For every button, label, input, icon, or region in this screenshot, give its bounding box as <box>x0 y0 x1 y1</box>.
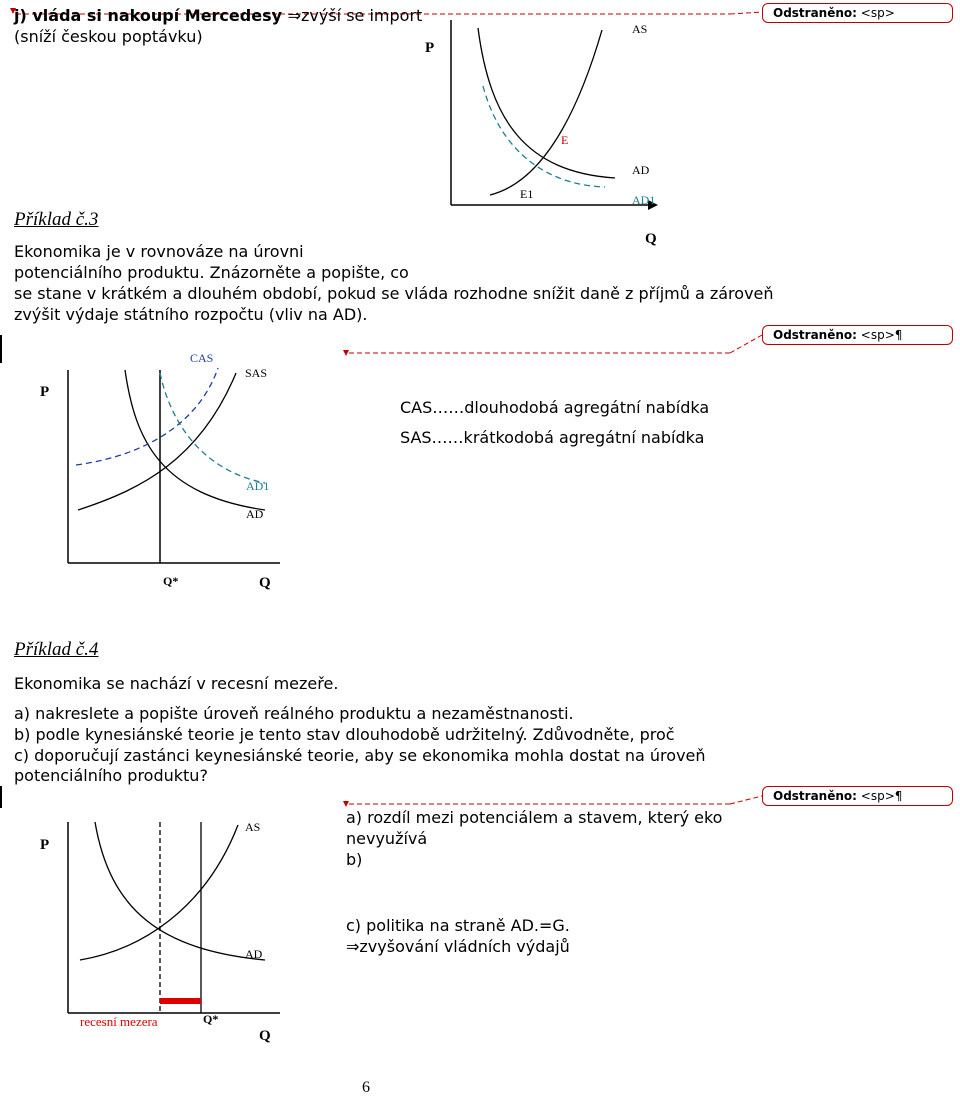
example3-line3: se stane v krátkém a dlouhém období, pokud se vláda rozhodne snížit daně z příjmů a zároveň <box>14 284 774 303</box>
graph1-p-label: P <box>425 40 435 56</box>
ad-curve <box>95 822 265 960</box>
example4-line5: potenciálního produktu? <box>14 766 208 785</box>
example3-line2: potenciálního produktu. Znázorněte a popište, co <box>14 263 409 282</box>
ad-curve <box>478 28 615 178</box>
graph2-sas-label: SAS <box>245 366 268 380</box>
graph-2 <box>68 368 280 563</box>
graph1-ad-label: AD <box>632 163 650 177</box>
top-line-1-prefix: j) vláda si nakoupí Mercedesy <box>14 6 288 25</box>
comment-2-key: Odstraněno: <box>773 328 857 342</box>
answer-a-line2: nevyužívá <box>346 829 428 848</box>
recession-gap-bar <box>160 998 201 1004</box>
graph3-p-label: P <box>40 837 50 853</box>
example3-title: Příklad č.3 <box>14 209 99 230</box>
graph3-q-label: Q <box>259 1028 271 1044</box>
change-bar <box>0 786 2 808</box>
graph2-qstar-label: Q* <box>163 574 179 588</box>
ad1-curve <box>160 373 265 483</box>
comment-balloon-3[interactable] <box>762 786 953 806</box>
graph3-qstar-label: Q* <box>203 1012 219 1026</box>
graph2-ad-label: AD <box>246 507 264 521</box>
comment-1-value: <sp> <box>860 6 895 20</box>
legend-sas: SAS……krátkodobá agregátní nabídka <box>400 428 705 447</box>
comment-2-value: <sp>¶ <box>860 328 903 342</box>
graph1-e-label: E <box>561 133 569 147</box>
answer-c-line2 <box>346 937 570 957</box>
legend-cas: CAS……dlouhodobá agregátní nabídka <box>400 398 710 417</box>
graph2-p-label: P <box>40 384 50 400</box>
sas-curve <box>78 373 236 510</box>
comment-balloon-2[interactable] <box>762 325 953 345</box>
top-line-1-suffix: zvýší se import <box>301 6 423 25</box>
graph3-ad-label: AD <box>245 947 263 961</box>
answer-b: b) <box>346 850 363 869</box>
top-line-1 <box>14 6 422 26</box>
page-number: 6 <box>362 1079 370 1096</box>
comment-3-value: <sp>¶ <box>860 789 903 803</box>
answer-a-line1: a) rozdíl mezi potenciálem a stavem, který eko <box>346 808 723 827</box>
sas1-curve <box>76 368 218 465</box>
example4-line4: c) doporučují zastánci keynesiánské teorie, aby se ekonomika mohla dostat na úroveň <box>14 746 706 765</box>
insertion-marker <box>343 801 349 807</box>
example4-line3: b) podle kynesiánské teorie je tento stav dlouhodobě udržitelný. Zdůvodněte, proč <box>14 725 675 744</box>
comment-balloon-1[interactable] <box>762 3 953 23</box>
graph1-e1-label: E1 <box>520 187 534 201</box>
top-line-2: (sníží českou poptávku) <box>14 27 203 46</box>
answer-c: c) politika na straně AD.=G. <box>346 916 570 935</box>
graph2-cas-label: CAS <box>190 351 214 365</box>
example3-line1: Ekonomika je v rovnováze na úrovni <box>14 242 304 261</box>
graph1-as-label: AS <box>632 22 648 36</box>
graph3-gap-label: recesní mezera <box>80 1014 158 1029</box>
graph1-q-label: Q <box>645 231 657 247</box>
answer-c-text: zvyšování vládních výdajů <box>359 937 570 956</box>
example4-line1: Ekonomika se nachází v recesní mezeře. <box>14 674 339 693</box>
graph3-as-label: AS <box>245 820 261 834</box>
as-curve <box>490 30 602 195</box>
graph-3 <box>68 822 280 1013</box>
example3-line4: zvýšit výdaje státního rozpočtu (vliv na AD). <box>14 305 368 324</box>
insertion-marker <box>343 350 349 356</box>
graph2-q-label: Q <box>259 575 271 591</box>
graph1-ad1-label: AD1 <box>632 193 656 207</box>
graph2-ad1-label: AD1 <box>246 479 270 493</box>
comment-1-key: Odstraněno: <box>773 6 857 20</box>
example4-line2: a) nakreslete a popište úroveň reálného produktu a nezaměstnanosti. <box>14 704 574 723</box>
comment-3-key: Odstraněno: <box>773 789 857 803</box>
implies-arrow: ⇒ <box>287 6 301 25</box>
as-curve <box>80 825 238 960</box>
example4-title: Příklad č.4 <box>14 639 99 660</box>
ad1-curve <box>483 86 605 187</box>
graph-1 <box>451 20 658 210</box>
change-bar <box>0 335 2 363</box>
implies-arrow: ⇒ <box>346 937 360 956</box>
